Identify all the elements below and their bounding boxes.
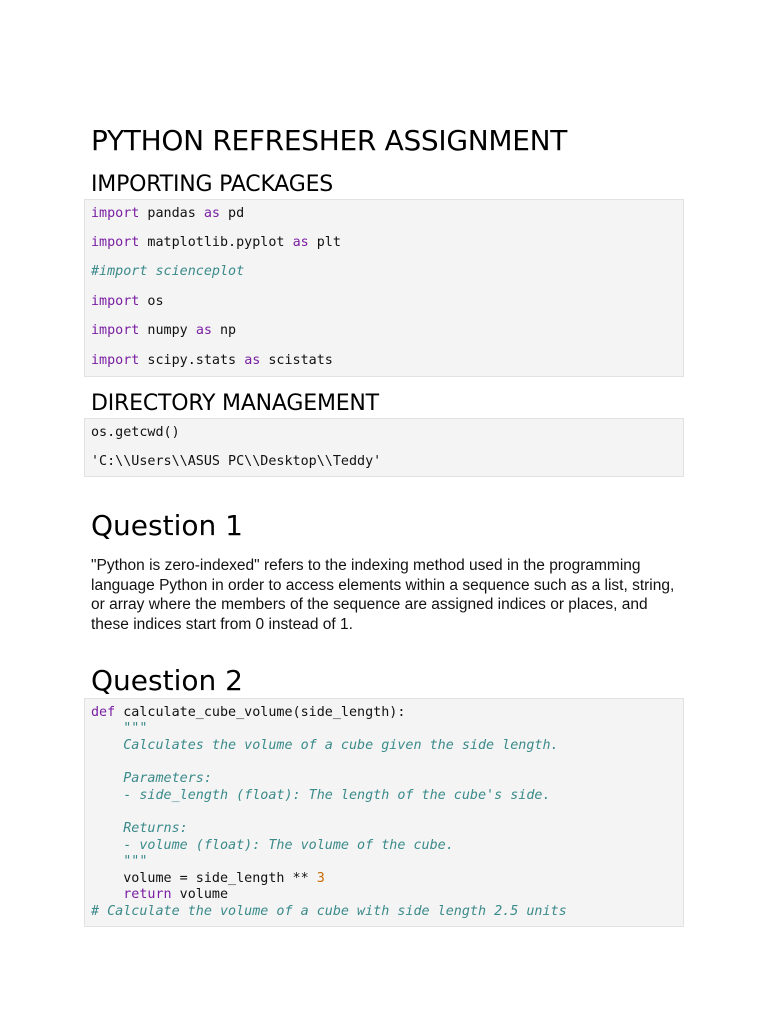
- keyword-return: return: [123, 887, 172, 902]
- alias-name: pd: [220, 206, 245, 221]
- alias-name: plt: [308, 235, 341, 250]
- docstring-return: - volume (float): The volume of the cube.: [91, 838, 454, 853]
- code-line: [91, 353, 333, 368]
- code-line-return: [91, 887, 228, 902]
- document-title: PYTHON REFRESHER ASSIGNMENT: [91, 124, 568, 157]
- indent: [91, 887, 123, 902]
- module-name: os: [139, 294, 164, 309]
- code-line: [91, 294, 164, 309]
- code-comment: #import scienceplot: [91, 264, 245, 279]
- keyword-as: as: [292, 235, 309, 250]
- code-line: [91, 206, 244, 221]
- docstring-close: """: [91, 854, 148, 869]
- keyword-as: as: [203, 206, 220, 221]
- keyword-def: def: [91, 705, 116, 720]
- section-heading-directory: DIRECTORY MANAGEMENT: [91, 391, 379, 416]
- docstring-param: - side_length (float): The length of the cube's side.: [91, 788, 551, 803]
- module-name: numpy: [139, 323, 196, 338]
- docstring-line: Calculates the volume of a cube given the side length.: [91, 738, 559, 753]
- section-heading-importing: IMPORTING PACKAGES: [91, 172, 334, 197]
- return-value: volume: [171, 887, 229, 902]
- code-line-assign: [91, 871, 325, 886]
- code-cell-function[interactable]: [84, 698, 684, 927]
- module-name: scipy.stats: [139, 353, 245, 368]
- module-name: pandas: [139, 206, 204, 221]
- number-literal: 3: [316, 871, 325, 886]
- code-comment: # Calculate the volume of a cube with side length 2.5 units: [91, 904, 567, 919]
- alias-name: scistats: [260, 353, 333, 368]
- module-name: matplotlib.pyplot: [139, 235, 293, 250]
- function-signature: calculate_cube_volume(side_length):: [115, 705, 406, 720]
- keyword-import: import: [91, 294, 140, 309]
- question-1-heading: Question 1: [91, 509, 243, 542]
- code-cell-imports[interactable]: [84, 199, 684, 377]
- code-line-def: [91, 705, 405, 720]
- code-line: os.getcwd(): [91, 425, 180, 440]
- code-line: [91, 235, 341, 250]
- assignment: volume = side_length **: [91, 871, 317, 886]
- keyword-as: as: [195, 323, 212, 338]
- cell-output: 'C:\\Users\\ASUS PC\\Desktop\\Teddy': [91, 454, 382, 469]
- docstring-params: Parameters:: [91, 771, 212, 786]
- keyword-import: import: [91, 235, 140, 250]
- docstring-open: """: [91, 721, 148, 736]
- keyword-import: import: [91, 206, 140, 221]
- code-line: [91, 323, 236, 338]
- keyword-import: import: [91, 353, 140, 368]
- docstring-returns: Returns:: [91, 821, 188, 836]
- question-1-answer: "Python is zero-indexed" refers to the indexing method used in the programming language Python in order to access elements within a sequence such as a list, string, or array where the members of the sequence are assigned indices or places, and these indices start from 0 instead of 1.: [91, 557, 675, 633]
- question-2-heading: Question 2: [91, 664, 243, 697]
- keyword-as: as: [244, 353, 261, 368]
- code-cell-directory[interactable]: [84, 418, 684, 477]
- alias-name: np: [211, 323, 237, 338]
- keyword-import: import: [91, 323, 140, 338]
